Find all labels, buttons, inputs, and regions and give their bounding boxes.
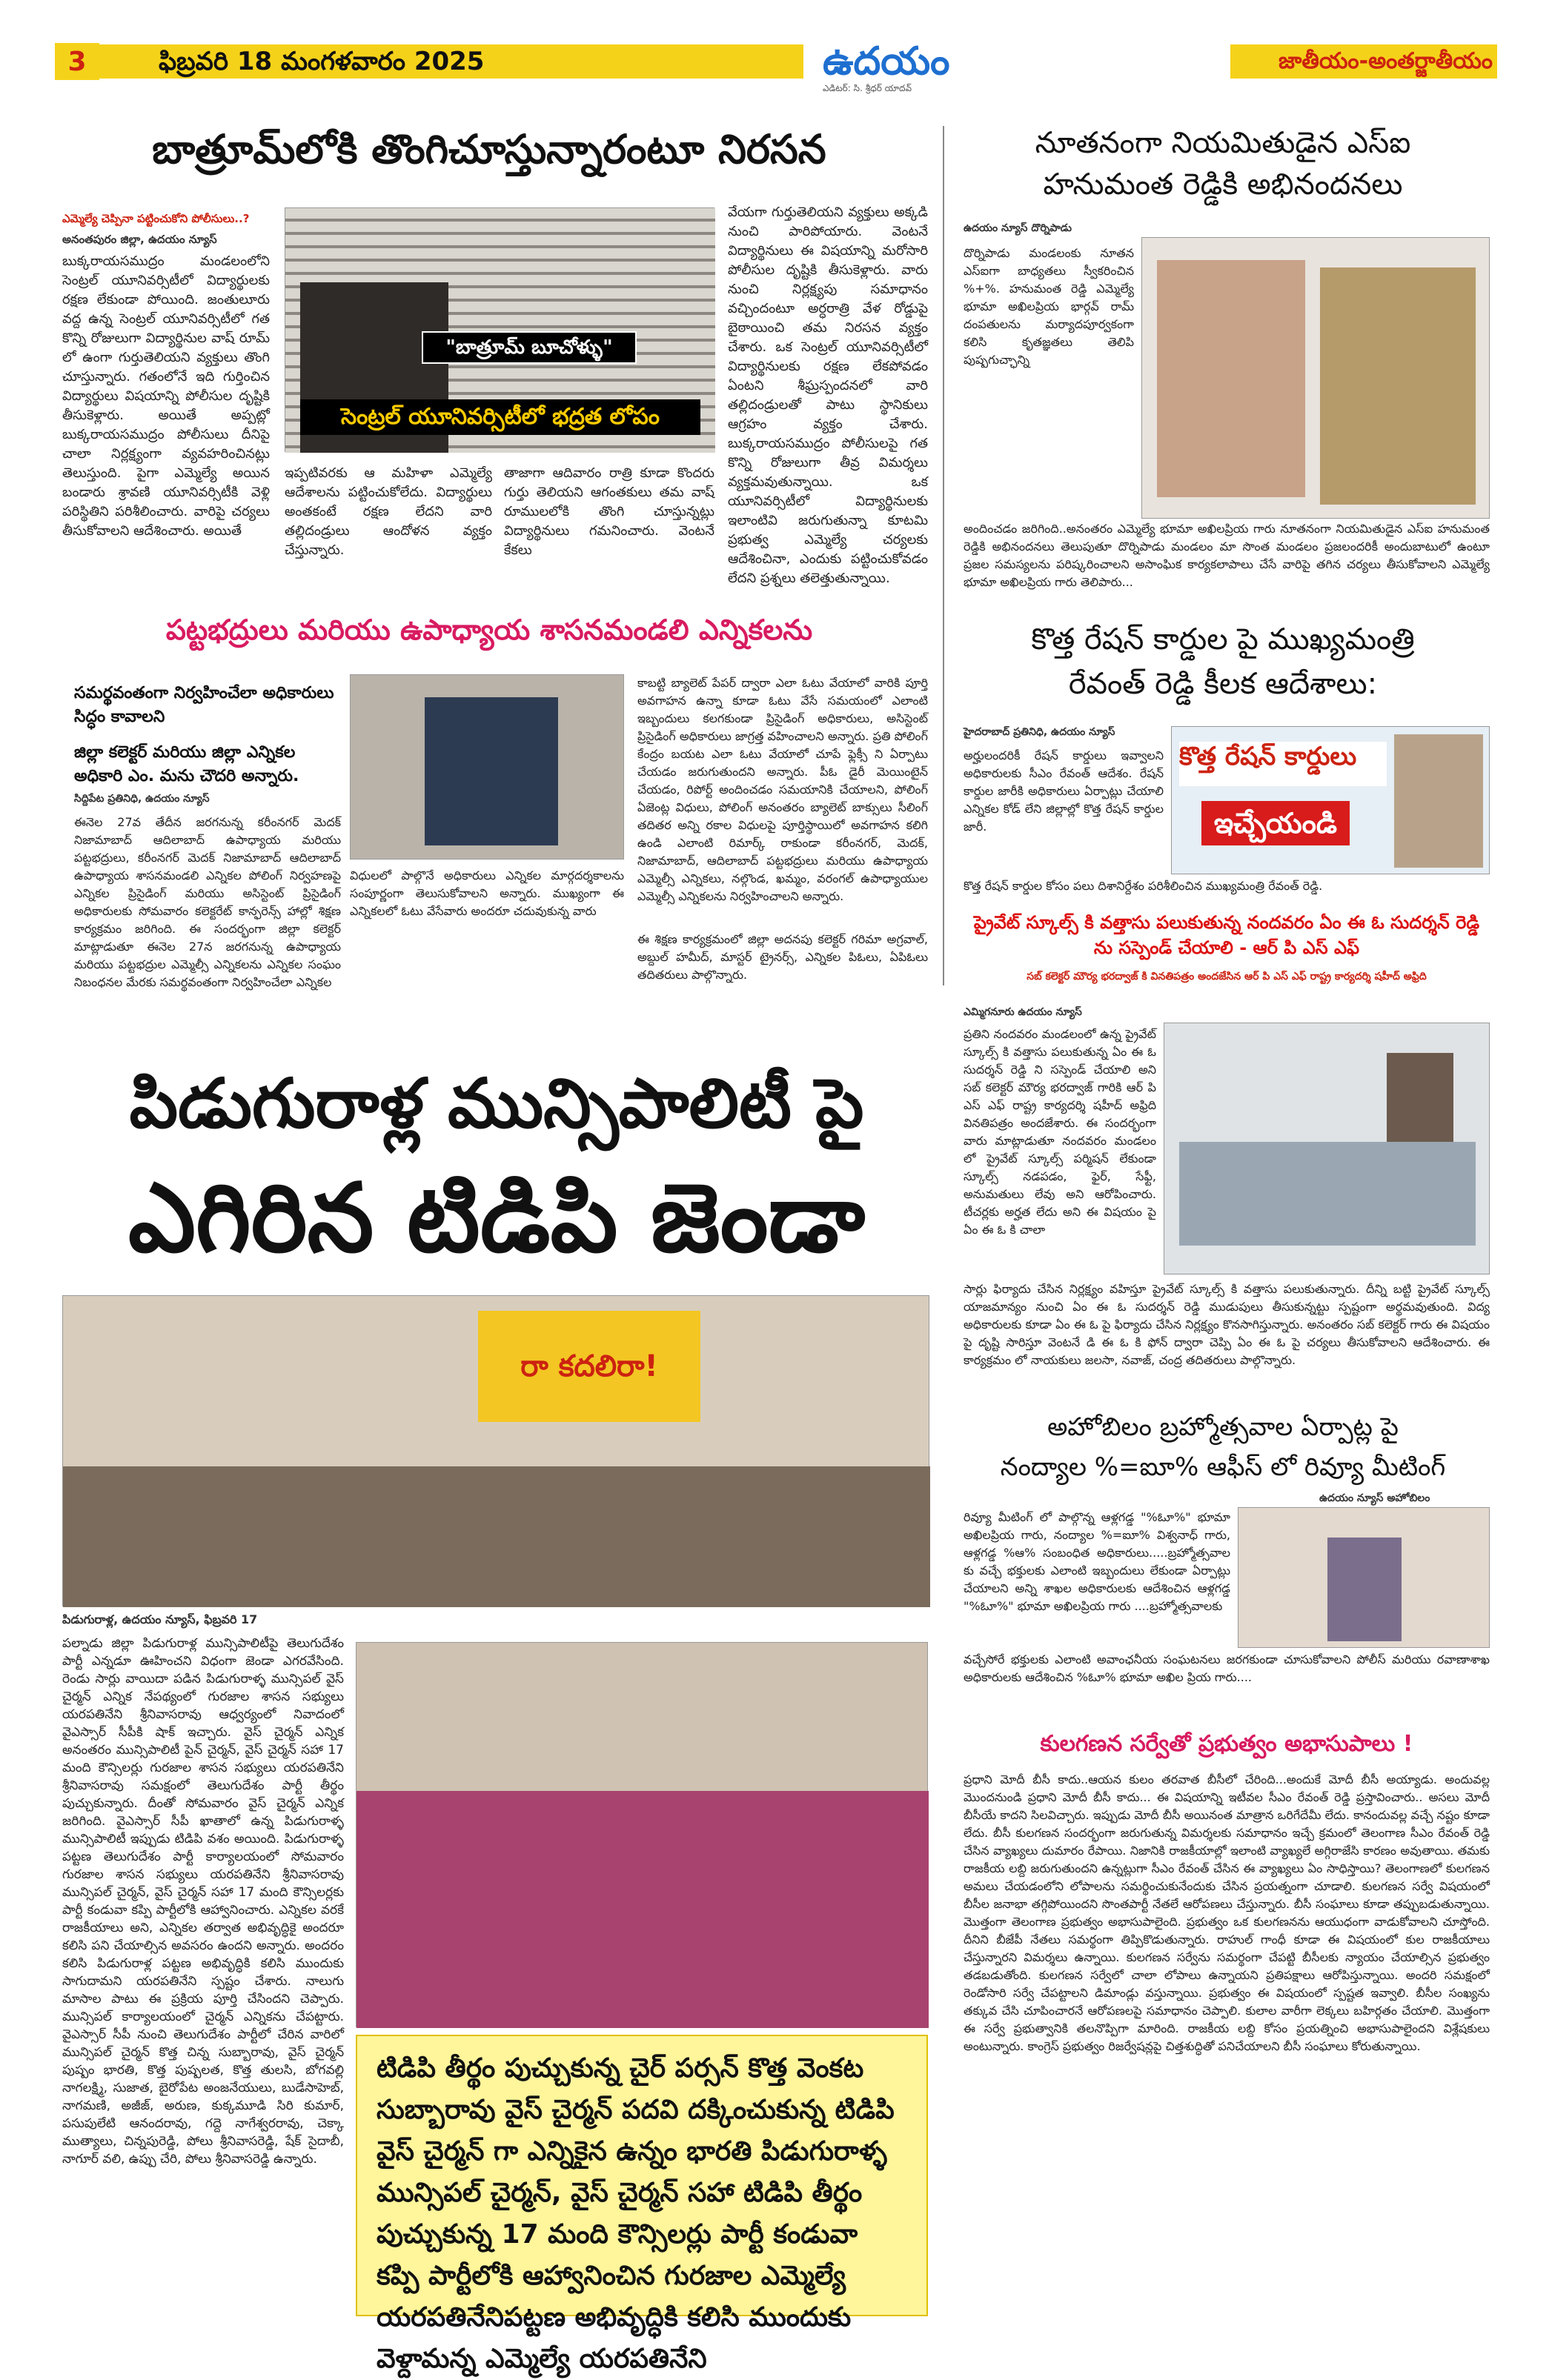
story7-column-1: రివ్యూ మీటింగ్ లో పాల్గొన్న ఆళ్లగడ్డ "%ఓూ%" భూమా అఖిలప్రియ గారు, నంద్యాల %=ఐూ% విశ్వనాధ్ గారు, ఆళ్లగడ్డ %ఆ% సంబంధిత అధికారులు.....బ్రహ్మోత్సవాల కు వచ్చే భక్తులకు ఎలాంటి ఇబ్బందులు లేకుండా ఏర్పాట్లు చేయాలని అన్ని శాఖల అధికారులకు ఆదేశించిన ఆళ్లగడ్డ "%ఓూ%" భూమా అఖిలప్రియ గారు ....బ్రహ్మోత్సవాలకు [964,1510,1230,1613]
newspaper-logo: ఉదయం [823,39,950,84]
story3-photo [1171,726,1490,874]
story1-byline: అనంతపురం జిల్లా, ఉదయం న్యూస్ [62,233,217,246]
story5-column-3: కాబట్టి బ్యాలెట్ పేపర్ ద్వారా ఎలా ఓటు వేయాలో వారికి పూర్తి అవగాహన ఉన్నా కూడా ఓటు వేసే సమయంలో ఎలాంటి ఇబ్బందులు కలగకుండా ప్రిసైడింగ్ అధికారులు, అసిస్టెంట్ ప్రిసైడింగ్ అధికారులు జాగ్రత్త వహించాలని అన్నారు. ప్రతి పోలింగ్ కేంద్రం బయట ఎలా ఓటు వేయాలో చూపే ఫ్లెక్సీ ని ఏర్పాటు చేయడం జరుగుతుందని అన్నారు. పీఓ డైరీ మెయింటైన్ చేయడం, రిపోర్ట్ అందించడం సమయానికి చేయాలని, పోలింగ్ ఏజెంట్ల విధులు, పోలింగ్ అనంతరం బ్యాలెట్ బాక్సులు సీలింగ్ తదితర అన్ని రకాల విధులపై పూర్తిస్థాయిలో అవగాహన కలిగి ఉండి ఎలాంటి రిమార్క్ రాకుండా కరీంనగర్, మెదక్, నిజామాబాద్, ఆదిలాబాద్ పట్టభద్రులు మరియు ఉపాధ్యాయ ఎమ్మెల్సీ ఎన్నికలు, నల్గొండ, ఖమ్మం, వరంగల్ ఉపాధ్యాయుల ఎమ్మెల్సీ ఎన్నికలను నిర్వహించాలని అన్నారు. [637,676,928,903]
story3-byline: హైదరాబాద్ ప్రతినిధి, ఉదయం న్యూస్ [964,726,1115,738]
story4-body: సార్లు ఫిర్యాదు చేసిన నిర్లక్ష్యం వహిస్తూ ప్రైవేట్ స్కూల్స్ కి వత్తాసు పలుకుతున్నారు. దీన్ని బట్టి ప్రైవేట్ స్కూల్స్ యాజమాన్యం నుంచి ఏం ఈ ఓ సుదర్శన్ రెడ్డి ముడుపులు తీసుకున్నట్టు స్పష్టంగా అర్థమవుతుంది. విద్య అధికారులకు కూడా ఏం ఈ ఓ పై ఫిర్యాదు చేసిన నిర్లక్ష్యం కొనసాగిస్తున్నారు. అనంతరం సబ్ కలెక్టర్ గారు ఈ విషయం పై దృష్టి సారిస్తూ వెంటనే డి ఈ ఓ కి ఫోన్ ద్వారా చెప్పి ఏం ఈ ఓ పై చర్యలు తీసుకోవాలని ఆదేశించారు. ఈ కార్యక్రమం లో నాయకులు జలసా, నవాజ్, చంద్ర తదితరులు పాల్గొన్నారు. [964,1282,1490,1367]
logo-tagline: ఎడిటర్: సి. శ్రీధర్ యాదవ్ [823,83,912,93]
story1-headline: బాత్రూమ్‌లోకి తొంగిచూస్తున్నారంటూ నిరసన [152,126,826,173]
issue-date: ఫిబ్రవరి 18 మంగళవారం 2025 [159,47,485,76]
column-divider [943,126,944,985]
story7-headline-line1: అహోబిలం బ్రహ్మోత్సవాల ఏర్పాట్ల పై [1047,1412,1399,1442]
story2-byline: ఉదయం న్యూస్ దొర్నిపాడు [964,222,1072,234]
story3-photo-text2: ఇచ్చేయండి [1201,801,1350,845]
story8-body: ప్రధాని మోదీ బీసీ కాదు..ఆయన కులం తరవాత బీసీలో చేరింది...అందుకే మోదీ బీసీ అయ్యాడు. అందువల్ల మొందనుండి ప్రధాని మోదీ బీసీ కాదు... ఈ విషయాన్ని ఇటీవల సీఎం రేవంత్ రెడ్డి ప్రస్తావించారు.. అసలు మోదీ బీసీయే కాదని సిలవిచ్చారు. ఇప్పుడు మోదీ బీసీ అయినంత మాత్రాన ఒరిగేదేమీ లేదు. కానందువల్ల వచ్చే నష్టం కూడా లేదు. బీసీ కులగణన సందర్భంగా జరుగుతున్న విమర్శలకు సమాధానం ఇచ్చే క్రమంలో తెలంగాణ సీఎం రేవంత్ రెడ్డి చేసిన వ్యాఖ్యలు దుమారం రేపాయి. నిజానికి రాజకీయాల్లో ఇలాంటి వ్యాఖ్యలే అగ్గిరాజేసి కారణం అవుతాయి. తమకు రాజకీయ లబ్ది జరుగుతుందని ఉన్నట్లుగా సీఎం రేవంత్ చేసిన ఈ వ్యాఖ్యలు ఏం సాధిస్తాయి? తెలంగాణలో కులగణన అమలు చేయడంలోని లోపాలను సమర్థించుకునేందుకు చేసిన ప్రయత్నంగా చూడాలి. కులగణన సర్వే విషయంలో బీసీల జనాభా తగ్గిపోయిందని సొంతపార్టీ నేతలే ఆరోపణలు చేస్తున్నారు. బీసీ సంఘాలు కూడా తప్పుబడుతున్నాయి. మొత్తంగా తెలంగాణ ప్రభుత్వం అభాసుపాలైంది. ప్రభుత్వం ఒక కులగణనను ఆయుధంగా వాడుకోవాలని చూస్తోంది. దీనిని బీజేపీ నేతలు సమర్థంగా తిప్పికొడుతున్నారు. రాహుల్ గాంధీ కూడా ఈ విషయంలో కుల రాజకీయాలు చేస్తున్నారని విమర్శలు ఉన్నాయి. కులగణన సర్వేను సమర్థంగా చేపట్టి బీసీలకు న్యాయం చేయాల్సిన ప్రభుత్వం తడబడుతోంది. కులగణన సర్వేలో చాలా లోపాలు ఉన్నాయని ప్రతిపక్షాలు ఆరోపిస్తున్నాయి. అందరి సమక్షంలో రెండోసారి సర్వే చేపట్టాలని డిమాండ్లు వస్తున్నాయి. ప్రభుత్వం ఈ విషయంలో స్పష్టత ఇవ్వాలి. బీసీల సంఖ్యను తక్కువ చేసి చూపించారనే ఆరోపణలపై సమాధానం చెప్పాలి. కులాల వారీగా లెక్కలు బహిర్గతం చేయాలి. మొత్తంగా ఈ సర్వే ప్రభుత్వానికి తలనొప్పిగా మారింది. రాజకీయ లబ్ది కోసం ప్రయత్నించి అభాసుపాలైందని విశ్లేషకులు అంటున్నారు. కాంగ్రెస్ ప్రభుత్వం రిజర్వేషన్లపై చిత్తశుద్ధితో పనిచేయాలని బీసీ సంఘాలు కోరుతున్నాయి. [964,1772,1490,2053]
story4-column-1: ప్రతిని నందవరం మండలంలో ఉన్న ప్రైవేట్ స్కూల్స్ కి వత్తాసు పలుకుతున్న ఏం ఈ ఓ సుదర్శన్ రెడ్డి ని సస్పెండ్ చేయాలి అని సబ్ కలెక్టర్ మౌర్య భరద్వాజ్ గారికి ఆర్ పి ఎస్ ఎఫ్ రాష్ట్ర కార్యదర్శి షహీద్ అఫ్రిది వినతిపత్రం అందజేశారు. ఈ సందర్భంగా వారు మాట్లాడుతూ నందవరం మండలం లో ప్రైవేట్ స్కూల్స్ పర్మిషన్ లేకుండా స్కూల్స్ నడపడం, ఫైర్, సేఫ్టీ, అనుమతులు లేవు అని ఆరోపించారు. టీచర్లకు అర్హత లేదు అని ఈ విషయం పై ఏం ఈ ఓ కి చాలా [964,1027,1156,1237]
story5-column-2: విధులలో పాల్గొనే అధికారులు ఎన్నికల మార్గదర్శకాలను సంపూర్ణంగా తెలుసుకోవాలని అన్నారు. ముఖ్యంగా ఈ ఎన్నికలలో ఓటు వేసేవారు అందరూ చదువుకున్న వారు [350,868,624,918]
story3-headline-line1: కొత్త రేషన్ కార్డుల పై ముఖ్యమంత్రి [1031,622,1415,657]
story1-kicker: ఎమ్మెల్యే చెప్పినా పట్టించుకోని పోలీసులు..? [62,212,250,225]
story8-headline: కులగణన సర్వేతో ప్రభుత్వం అభాసుపాలు ! [1040,1731,1413,1757]
story2-headline-line2: హనుమంత రెడ్డికి అభినందనలు [1043,167,1403,202]
story3-photo-text1: కొత్త రేషన్ కార్డులు [1179,742,1387,786]
story4-headline: ప్రైవేట్ స్కూల్స్ కి వత్తాసు పలుకుతున్న నందవరం ఏం ఈ ఓ సుదర్శన్ రెడ్డి ను సస్పెండ్ చేయాలి - ఆర్ పి ఎస్ ఎఫ్ [973,912,1480,958]
story7-body: వచ్చేసోరే భక్తులకు ఎలాంటి అవాంఛనీయ సంఘటనలు జరగకుండా చూసుకోవాలని పోలీస్ మరియు రవాణాశాఖ అధికారులకు ఆదేశించిన %ఓూ% భూమా అఖిల ప్రియ గారు.... [964,1652,1490,1684]
story6-headline-line2: ఎగిరిన టిడిపి జెండా [127,1163,866,1274]
story4-photo [1164,1023,1490,1274]
story3-body: కొత్త రేషన్ కార్డుల కోసం పలు దిశానిర్దేశం పరిశీలించిన ముఖ్యమంత్రి రేవంత్ రెడ్డి. [964,879,1323,893]
story2-photo [1141,237,1490,519]
story6-headline-line1: పిడుగురాళ్ల మున్సిపాలిటీ పై [129,1064,864,1143]
story1-column-4: వేయగా గుర్తుతెలియని వ్యక్తులు అక్కడి నుంచి పారిపోయారు. వెంటనే విద్యార్థినులు ఈ విషయాన్ని మరోసారి పోలీసుల దృష్టికి తీసుకెళ్లారు. వారు నుంచి నిర్లక్ష్యపు సమాధానం వచ్చిందంటూ అర్ధరాత్రి వేళ రోడ్డుపై బైఠాయించి తమ నిరసన వ్యక్తం చేశారు. ఒక సెంట్రల్ యూనివర్సిటీలో విద్యార్థినులకు రక్షణ లేకపోవడం ఏంటని శీఘ్రస్పందనలో వారి తల్లిదండ్రులతో పాటు స్థానికులు ఆగ్రహం వ్యక్తం చేశారు. బుక్కరాయసముద్రం పోలీసులపై గత కొన్ని రోజులుగా తీవ్ర విమర్శలు వ్యక్తమవుతున్నాయి. ఒక యూనివర్సిటీలో విద్యార్థినులకు ఇలాంటివి జరుగుతున్నా కూటమి ప్రభుత్వ ఎమ్మెల్యే చర్యలకు ఆదేశించినా, ఎందుకు పట్టించుకోవడం లేదని ప్రశ్నలు తలెత్తుతున్నాయి. [728,205,928,586]
story5-subhead2: జిల్లా కలెక్టర్ మరియు జిల్లా ఎన్నికల అధికారి ఎం. మను చౌదరి అన్నారు. [74,743,299,785]
story3-column-1: అర్హులందరికీ రేషన్ కార్డులు ఇవ్వాలని అధికారులకు సీఎం రేవంత్ ఆదేశం. రేషన్ కార్డుల జారీకి అధికారులు ఏర్పాట్లు చేయాలి ఎన్నికల కోడ్ లేని జిల్లాల్లో కొత్త రేషన్ కార్డుల జారీ. [964,748,1164,834]
story5-byline: సిద్దిపేట ప్రతినిధి, ఉదయం న్యూస్ [74,793,210,805]
story1-photo-caption2: సెంట్రల్ యూనివర్సిటీలో భద్రత లోపం [300,399,700,435]
story4-byline: ఎమ్మిగనూరు ఉదయం న్యూస్ [964,1006,1082,1018]
story6-photo-bottom [356,1642,928,2027]
story4-subhead: సబ్ కలెక్టర్ మౌర్య భరద్వాజ్ కి వినతిపత్రం అందజేసిన ఆర్ పి ఎస్ ఎఫ్ రాష్ట్ర కార్యదర్శి షహీద్ అఫ్రిది [1027,971,1427,983]
story7-photo [1238,1507,1490,1648]
page-number: 3 [55,43,99,80]
story5-column-1: ఈనెల 27వ తేదీన జరగనున్న కరీంనగర్ మెదక్ నిజామాబాద్ ఆదిలాబాద్ ఉపాధ్యాయ మరియు పట్టభద్రులు, కరీంనగర్ మెదక్ నిజామాబాద్ ఆదిలాబాద్ ఉపాధ్యాయ శాసనమండలి ఎన్నికల పోలింగ్ నిర్వహణపై ఎన్నికల ప్రిసైడింగ్ మరియు అసిస్టెంట్ ప్రిసైడింగ్ అధికారులకు సోమవారం కలెక్టరేట్ కాన్ఫరెన్స్ హాల్లో శిక్షణ కార్యక్రమం జరిగింది. ఈ సందర్భంగా జిల్లా కలెక్టర్ మాట్లాడుతూ ఈనెల 27న జరగనున్న ఉపాధ్యాయ మరియు పట్టభద్రుల ఎమ్మెల్సీ ఎన్నికలను ఎన్నికల సంఘం నిబంధనల మేరకు సమర్థవంతంగా నిర్వహించేలా ఎన్నికల [74,815,341,989]
story5-column-3b: ఈ శిక్షణ కార్యక్రమంలో జిల్లా అదనపు కలెక్టర్ గరిమా అగ్రవాల్, అబ్దుల్ హమీద్, మాస్టర్ ట్రైనర్స్, ఎన్నికల పిఓలు, ఏపిఓలు తదితరులు పాల్గొన్నారు. [637,932,928,982]
story2-column-1: దొర్నిపాడు మండలంకు నూతన ఎస్ఐగా బాధ్యతలు స్వీకరించిన %+%. హనుమంత రెడ్డి ఎమ్మెల్యే భూమా అఖిలప్రియ భార్గవ్ రామ్ దంపతులను మర్యాదపూర్వకంగా కలిసి కృతజ్ఞతలు తెలిపి పుష్పగుచ్ఛాన్ని [964,246,1134,367]
story5-subhead: సమర్థవంతంగా నిర్వహించేలా అధికారులు సిద్ధం కావాలని [74,684,334,726]
story6-highlight-box: టిడిపి తీర్థం పుచ్చుకున్న చైర్ పర్సన్ కొత్త వెంకట సుబ్బారావు వైస్ చైర్మన్ పదవి దక్కించుకున్న టిడిపి వైస్ చైర్మన్ గా ఎన్నికైన ఉన్నం భారతి పిడుగురాళ్ళ మున్సిపల్ చైర్మన్, వైస్ చైర్మన్ సహా టిడిపి తీర్థం పుచ్చుకున్న 17 మంది కౌన్సిలర్లు పార్టీ కండువా కప్పి పార్టీలోకి ఆహ్వానించిన గురజాల ఎమ్మెల్యే యరపతినేనిపట్టణ అభివృద్ధికి కలిసి ముందుకు వెళ్దామన్న ఎమ్మెల్యే యరపతినేని [356,2035,928,2316]
story6-photo-top [62,1295,929,1606]
story1-column-3: తాజాగా ఆదివారం రాత్రి కూడా కొందరు గుర్తు తెలియని ఆగంతకులు తమ వాష్ రూములలోకి తొంగి చూస్తున్నట్లు విద్యార్థినులు గమనించారు. వెంటనే కేకలు [504,465,714,558]
story5-photo [350,674,624,860]
section-label: జాతీయం-అంతర్జాతీయం [1279,48,1493,74]
story1-photo-caption1: "బాత్రూమ్ బూచోళ్ళు" [422,331,637,364]
story6-body: పల్నాడు జిల్లా పిడుగురాళ్ల మున్సిపాలిటీపై తెలుగుదేశం పార్టీ ఎన్నడూ ఊహించని విధంగా జెండా ఎగరవేసింది. రెండు సార్లు వాయిదా పడిన పిడుగురాళ్ళ మున్సిపల్ వైస్ చైర్మన్ ఎన్నిక నేపథ్యంలో గురజాల శాసన సభ్యులు యరపతినేని శ్రీనివాసరావు ఆధ్వర్యంలో నివాదంలో వైఎస్సార్ సీపీకి షాక్ ఇచ్చారు. వైస్ చైర్మన్ ఎన్నిక అనంతరం మున్సిపాలిటీ పైన్ చైర్మన్, వైస్ చైర్మన్ సహా 17 మంది కౌన్సిలర్లు గురజాల శాసన సభ్యులు యరపతినేని శ్రీనివాసరావు సమక్షంలో తెలుగుదేశం పార్టీ తీర్థం పుచ్చుకున్నారు. దీంతో సోమవారం వైస్ చైర్మన్ ఎన్నిక జరిగింది. వైఎస్సార్ సీపీ ఖాతాలో ఉన్న పిడుగురాళ్ళ మున్సిపాలిటీ ఇప్పుడు టిడిపి వశం అయింది. పిడుగురాళ్ళ పట్టణ తెలుగుదేశం పార్టీ కార్యాలయంలో సోమవారం గురజాల శాసన సభ్యులు యరపతినేని శ్రీనివాసరావు మున్సిపల్ చైర్మన్, వైస్ చైర్మన్ సహా 17 మంది కౌన్సిలర్లకు పార్టీ కండువా కప్పి పార్టీలోకి ఆహ్వానించారు. ఎన్నికల వరకే రాజకీయాలు అని, ఎన్నికల తర్వాత అభివృద్ధికై అందరూ కలిసి పని చేయాల్సిన అవసరం ఉందని అన్నారు. అందరం కలిసి పిడుగురాళ్ల పట్టణ అభివృద్ధికి కలిసి ముందుకు సాగుదామని యరపతినేని స్పష్టం చేశారు. నాలుగు మాసాల పాటు ఈ ప్రక్రియ పూర్తి చేసిందని చెప్పారు. మున్సిపల్ కార్యాలయంలో చైర్మన్ ఎన్నికను చేపట్టారు. వైఎస్సార్ సీపీ నుంచి తెలుగుదేశం పార్టీలో చేరిన వారిలో మున్సిపల్ చైర్మన్ కొత్త చిన్న సుబ్బారావు, వైస్ చైర్మన్ పుష్పం భారతి, కొత్త పుష్పలత, కొత్త తులసి, బోగవల్లి నాగలక్ష్మి, సుజాత, బైరోపేట అంజనేయులు, బుడేసాహెబ్, నాగమణి, అజీజ్, అరుణ, కుక్కమూడి సిరి కుమార్, పసుపులేటి ఆనందరావు, గద్దె నాగేశ్వరరావు, చెక్కా ముత్యాలు, చిన్నపురెడ్డి, పోలు శ్రీనివాసరెడ్డి, షేక్ సైదాబీ, నాగూర్ వలి, ఉప్పు చేరి, పోలు శ్రీనివాసరెడ్డి ఉన్నారు. [62,1636,344,2167]
story2-body: అందించడం జరిగింది..అనంతరం ఎమ్మెల్యే భూమా అఖిలప్రియ గారు నూతనంగా నియమితుడైన ఎస్ఐ హనుమంత రెడ్డికి అభినందనలు తెలుపుతూ దొర్నిపాడు మండలం మా సొంత మండలం ప్రజలందరికీ అందుబాటులో ఉంటూ ప్రజల సమస్యలను పరిష్కరించాలని అసాంఘిక కార్యకలాపాలు చేసే వారిపై తగిన చర్యలు తీసుకోవాలని ఎమ్మెల్యే భూమా అఖిలప్రియ గారు తెలిపారు... [964,522,1490,589]
story6-dateline: పిడుగురాళ్ల, ఉదయం న్యూస్, ఫిబ్రవరి 17 [62,1612,258,1626]
story2-headline-line1: నూతనంగా నియమితుడైన ఎస్ఐ [1035,126,1411,160]
story7-byline: ఉదయం న్యూస్ అహోబిలం [1319,1492,1430,1504]
story1-column-1: బుక్కరాయసముద్రం మండలంలోని సెంట్రల్ యూనివర్సిటీలో విద్యార్థులకు రక్షణ లేకుండా పోయింది. జంతులూరు వద్ద ఉన్న సెంట్రల్ యూనివర్సిటీలో గత కొన్ని రోజులుగా విద్యార్థినుల వాష్ రూమ్ లో ఉంగా గుర్తుతెలియని వ్యక్తులు తొంగి చూస్తున్నారు. గతంలోనే ఇది గుర్తించిన విద్యార్థులు విషయాన్ని పోలీసుల దృష్టికి తీసుకెళ్లారు. అయితే అప్పట్లో బుక్కరాయసముద్రం పోలీసులు దీనిపై చాలా నిర్లక్ష్యంగా వ్యవహరించినట్లు తెలుస్తుంది. పైగా ఎమ్మెల్యే అయిన బండారు శ్రావణి యూనివర్సిటీకి వెళ్లి పరిస్థితిని పరిశీలించారు. వారిపై చర్యలు తీసుకోవాలని ఆదేశించారు. అయితే [62,253,270,539]
story7-headline-line2: నంద్యాల %=ఐూ% ఆఫీస్ లో రివ్యూ మీటింగ్ [1000,1452,1446,1482]
story6-photo-banner: రా కదలిరా! [478,1311,700,1422]
story5-headline: పట్టభద్రులు మరియు ఉపాధ్యాయ శాసనమండలి ఎన్నికలను [165,614,813,646]
story1-column-2: ఇప్పటివరకు ఆ మహిళా ఎమ్మెల్యే ఆదేశాలను పట్టించుకోలేదు. విద్యార్థులు అంతకంటే రక్షణ లేదని వారి తల్లిదండ్రులు ఆందోళన వ్యక్తం చేస్తున్నారు. [285,465,492,558]
story1-photo [285,207,714,452]
story3-headline-line2: రేవంత్ రెడ్డి కీలక ఆదేశాలు: [1068,667,1378,701]
